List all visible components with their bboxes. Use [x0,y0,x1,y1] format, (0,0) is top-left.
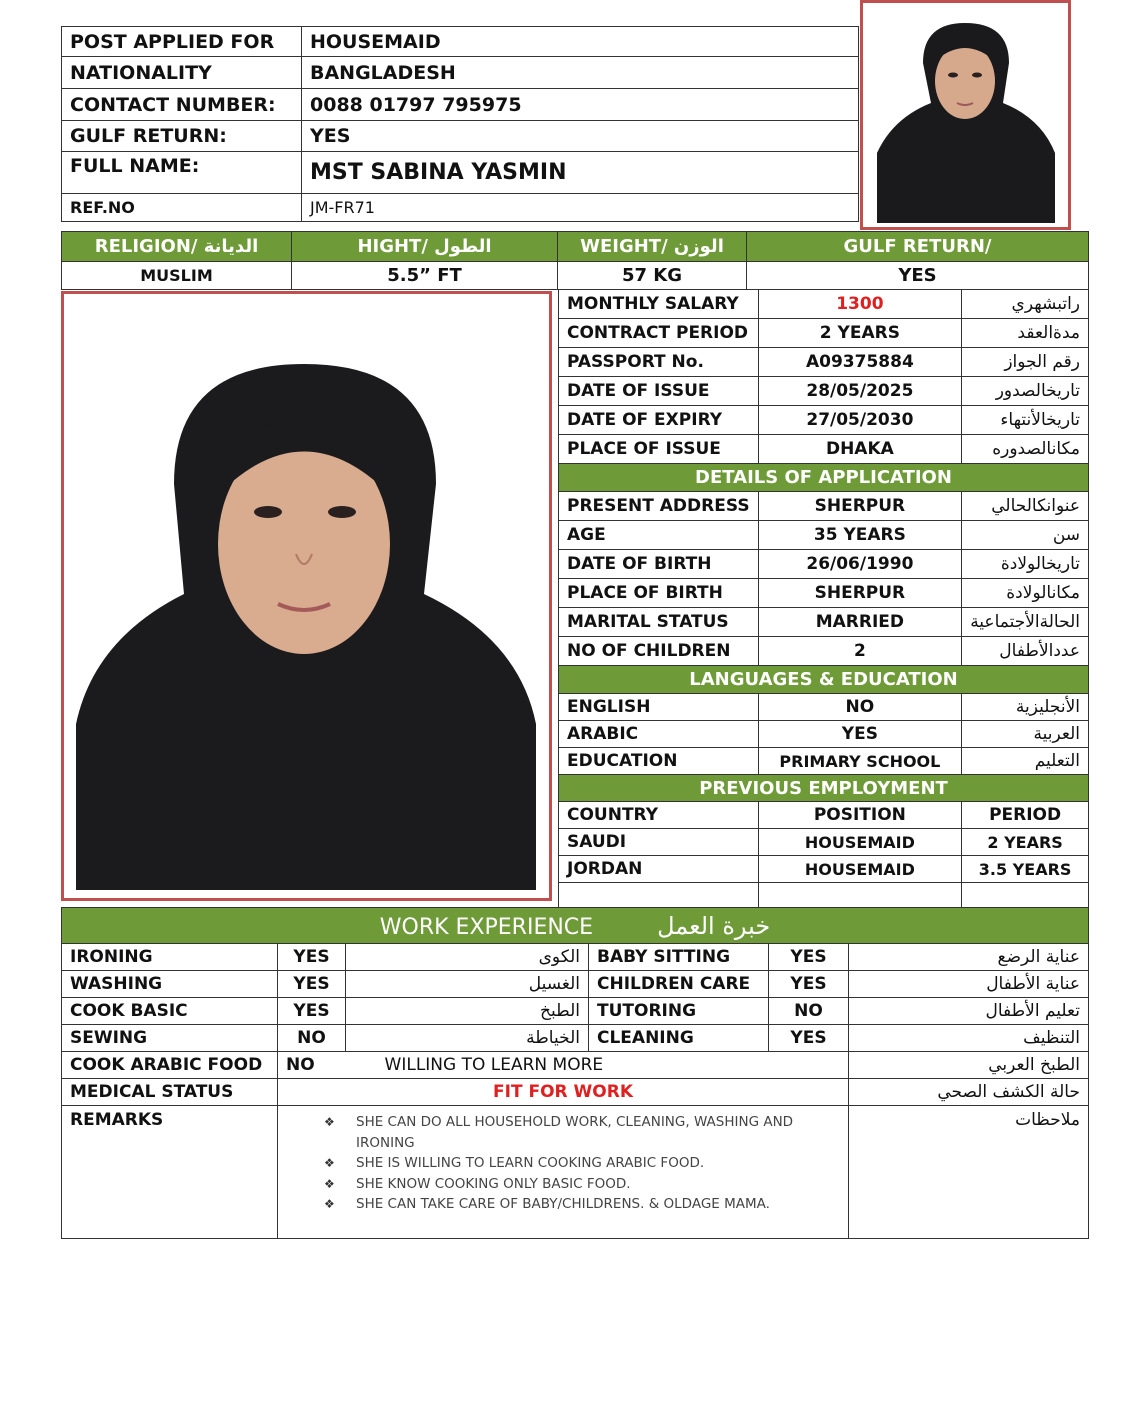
employment-row [559,856,1089,883]
remarks-ar: ملاحظات [849,1106,1089,1239]
skill-value: YES [769,1025,849,1052]
details-value: 2 [758,637,962,666]
details-ar: الحالةالأجتماعية [962,608,1089,637]
weight-value: 57 KG [558,262,747,290]
employment-header-row [559,802,1089,829]
contract-value: DHAKA [758,435,962,464]
employment-empty-row [559,883,1089,910]
contract-value: 2 YEARS [758,319,962,348]
skill-value: YES [769,944,849,971]
details-label: AGE [559,521,759,550]
contract-ar: مدةالعقد [962,319,1089,348]
employment-country: SAUDI [559,829,759,856]
skill-value: YES [769,971,849,998]
skill-label: TUTORING [589,998,769,1025]
details-title: DETAILS OF APPLICATION [559,464,1089,492]
language-value: YES [758,721,962,748]
employment-position: HOUSEMAID [758,829,962,856]
contract-row [559,319,1089,348]
remarks-item: ❖ SHE IS WILLING TO LEARN COOKING ARABIC FOOD. [356,1153,848,1174]
language-row [559,721,1089,748]
skill-ar: الغسيل [346,971,589,998]
work-row [62,944,1089,971]
details-row [559,608,1089,637]
post-value: HOUSEMAID [302,27,859,57]
header-row-nationality [62,57,859,89]
skill-ar: التنظيف [849,1025,1089,1052]
remarks-row [62,1106,1089,1239]
arabic-food-cell [278,1052,849,1079]
details-label: NO OF CHILDREN [559,637,759,666]
details-value: 26/06/1990 [758,550,962,579]
language-row [559,748,1089,775]
skill-ar: الكوى [346,944,589,971]
arabic-food-ar: الطبخ العربي [849,1052,1089,1079]
work-table [61,907,1089,1239]
employment-period: 3.5 YEARS [962,856,1089,883]
skill-label: WASHING [62,971,278,998]
employment-title: PREVIOUS EMPLOYMENT [559,775,1089,802]
contract-label: DATE OF ISSUE [559,377,759,406]
details-value: SHERPUR [758,492,962,521]
remarks-cell [278,1106,849,1239]
details-ar: سن [962,521,1089,550]
contract-label: CONTRACT PERIOD [559,319,759,348]
work-row [62,971,1089,998]
header-row-gulf [62,121,859,152]
skill-label: CHILDREN CARE [589,971,769,998]
religion-value: MUSLIM [62,262,292,290]
gulf-return-value: YES [747,262,1089,290]
contract-row [559,406,1089,435]
medical-label: MEDICAL STATUS [62,1079,278,1106]
stats-table [61,231,1089,290]
remarks-item: ❖ SHE KNOW COOKING ONLY BASIC FOOD. [356,1174,848,1195]
employment-col-period: PERIOD [962,802,1089,829]
employment-position: HOUSEMAID [758,856,962,883]
work-row [62,998,1089,1025]
remarks-list [278,1106,848,1215]
nationality-value: BANGLADESH [302,57,859,89]
small-photo-image [863,3,1068,227]
details-value: SHERPUR [758,579,962,608]
height-header: HIGHT/ الطول [292,232,558,262]
nationality-label: NATIONALITY [62,57,302,89]
contract-row [559,435,1089,464]
gulf-label: GULF RETURN: [62,121,302,152]
contract-value: 27/05/2030 [758,406,962,435]
gulf-value: YES [302,121,859,152]
contract-ar: تاريخالصدور [962,377,1089,406]
medical-row [62,1079,1089,1106]
remarks-label: REMARKS [62,1106,278,1239]
contract-row [559,377,1089,406]
arabic-food-note: WILLING TO LEARN MORE [384,1055,604,1075]
header-row-fullname [62,152,859,194]
details-value: MARRIED [758,608,962,637]
skill-label: SEWING [62,1025,278,1052]
languages-title-row [559,666,1089,694]
language-label: ENGLISH [559,694,759,721]
contract-value: A09375884 [758,348,962,377]
contract-ar: راتبشهري [962,290,1089,319]
details-ar: تاريخالولادة [962,550,1089,579]
details-ar: عددالأطفال [962,637,1089,666]
employment-row [559,829,1089,856]
skill-ar: الخياطة [346,1025,589,1052]
employment-period: 2 YEARS [962,829,1089,856]
remarks-item: ❖ SHE CAN TAKE CARE OF BABY/CHILDRENS. & OLDAGE MAMA. [356,1194,848,1215]
languages-title: LANGUAGES & EDUCATION [559,666,1089,694]
details-row [559,637,1089,666]
skill-value: YES [278,998,346,1025]
contract-row [559,290,1089,319]
large-photo [61,291,552,901]
contract-label: MONTHLY SALARY [559,290,759,319]
contract-label: PASSPORT No. [559,348,759,377]
work-title-en: WORK EXPERIENCE [379,914,594,940]
employment-col-country: COUNTRY [559,802,759,829]
ref-value: JM-FR71 [302,194,859,222]
contact-value: 0088 01797 795975 [302,89,859,121]
details-row [559,492,1089,521]
education-value: PRIMARY SCHOOL [758,748,962,775]
skill-label: BABY SITTING [589,944,769,971]
medical-value: FIT FOR WORK [278,1079,849,1106]
small-photo [860,0,1071,230]
contract-label: DATE OF EXPIRY [559,406,759,435]
fullname-label: FULL NAME: [62,152,302,194]
skill-value: YES [278,944,346,971]
language-ar: التعليم [962,748,1089,775]
post-label: POST APPLIED FOR [62,27,302,57]
language-row [559,694,1089,721]
skill-label: IRONING [62,944,278,971]
details-row [559,550,1089,579]
details-ar: عنوانكالحالي [962,492,1089,521]
gulf-return-header: GULF RETURN/ [747,232,1089,262]
fullname-value: MST SABINA YASMIN [302,152,859,194]
arabic-food-row [62,1052,1089,1079]
header-table [61,26,859,222]
contract-value: 28/05/2025 [758,377,962,406]
language-label: EDUCATION [559,748,759,775]
header-row-ref [62,194,859,222]
details-label: PLACE OF BIRTH [559,579,759,608]
skill-ar: تعليم الأطفال [849,998,1089,1025]
contract-ar: مكانالصدوره [962,435,1089,464]
language-ar: العربية [962,721,1089,748]
language-value: NO [758,694,962,721]
medical-ar: حالة الكشف الصحي [849,1079,1089,1106]
header-row-contact [62,89,859,121]
contact-label: CONTACT NUMBER: [62,89,302,121]
details-row [559,579,1089,608]
contract-ar: تاريخالأنتهاء [962,406,1089,435]
employment-col-position: POSITION [758,802,962,829]
details-title-row [559,464,1089,492]
remarks-item: ❖ SHE CAN DO ALL HOUSEHOLD WORK, CLEANING, WASHING AND IRONING [356,1112,848,1153]
skill-value: NO [278,1025,346,1052]
arabic-food-value: NO [286,1055,315,1075]
header-row-post [62,27,859,57]
skill-label: COOK BASIC [62,998,278,1025]
salary-value: 1300 [758,290,962,319]
employment-title-row [559,775,1089,802]
large-photo-image [64,294,549,898]
details-label: PRESENT ADDRESS [559,492,759,521]
details-value: 35 YEARS [758,521,962,550]
contract-label: PLACE OF ISSUE [559,435,759,464]
weight-header: WEIGHT/ الوزن [558,232,747,262]
height-value: 5.5” FT [292,262,558,290]
skill-ar: الطبخ [346,998,589,1025]
language-label: ARABIC [559,721,759,748]
work-title-row [62,908,1089,944]
religion-header: RELIGION/ الديانة [62,232,292,262]
details-row [559,521,1089,550]
language-ar: الأنجليزية [962,694,1089,721]
ref-label: REF.NO [62,194,302,222]
stats-value-row [62,262,1089,290]
skill-value: NO [769,998,849,1025]
employment-country: JORDAN [559,856,759,883]
skill-ar: عناية الرضع [849,944,1089,971]
skill-value: YES [278,971,346,998]
info-table [558,289,1089,910]
arabic-food-label: COOK ARABIC FOOD [62,1052,278,1079]
details-label: DATE OF BIRTH [559,550,759,579]
work-row [62,1025,1089,1052]
skill-label: CLEANING [589,1025,769,1052]
work-title [62,908,1089,944]
details-label: MARITAL STATUS [559,608,759,637]
contract-row [559,348,1089,377]
details-ar: مكانالولادة [962,579,1089,608]
skill-ar: عناية الأطفال [849,971,1089,998]
work-title-ar: خبرة العمل [657,911,771,940]
contract-ar: رقم الجواز [962,348,1089,377]
stats-header-row [62,232,1089,262]
